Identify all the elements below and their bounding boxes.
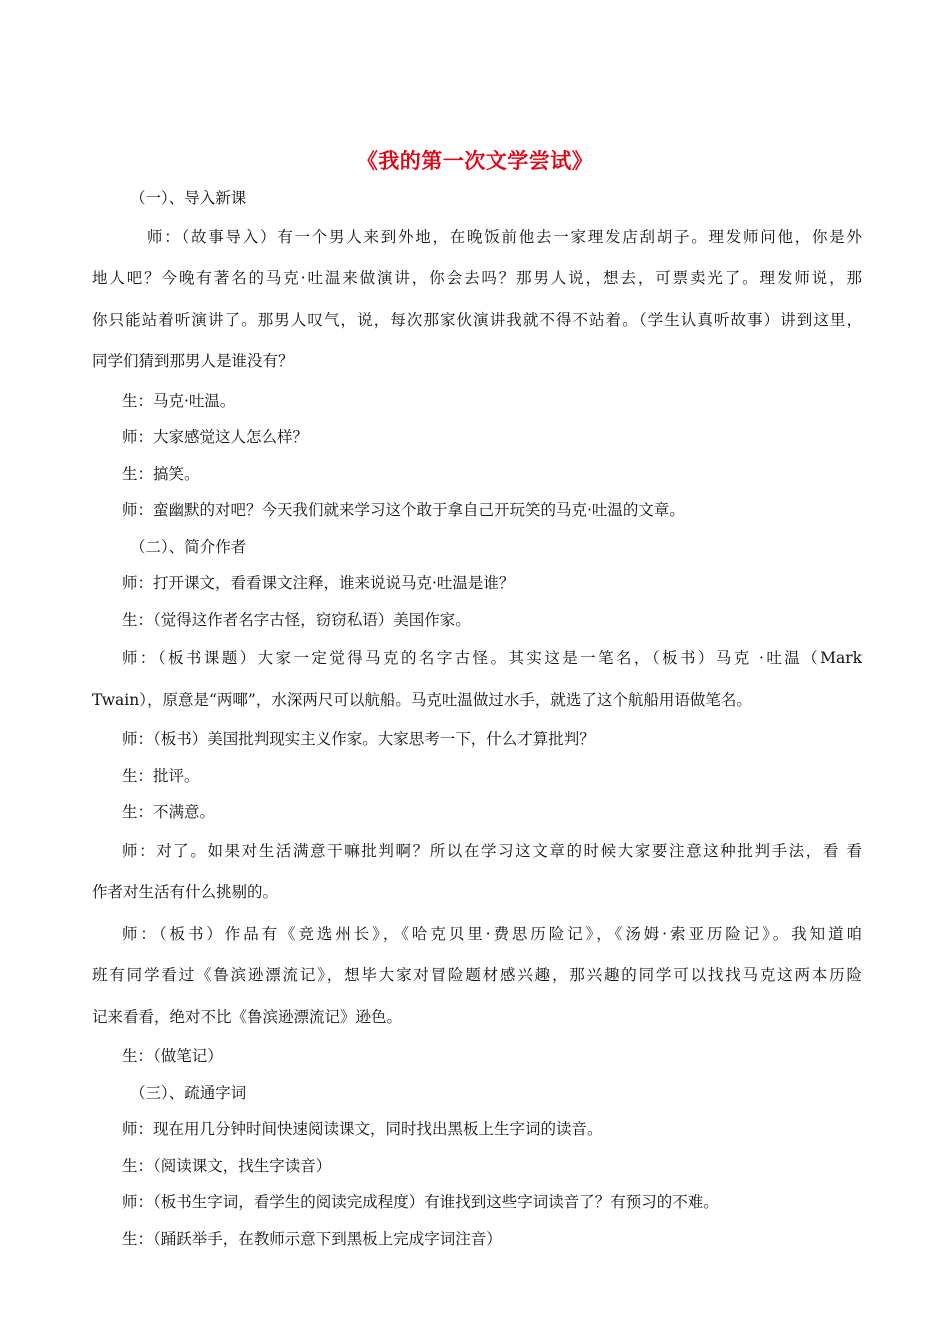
- paragraph-line: 生：（做笔记）: [122, 1047, 223, 1065]
- paragraph-line: 生：搞笑。: [122, 464, 200, 483]
- section-heading-3: （三）、疏通字词: [130, 1083, 247, 1102]
- paragraph-line: 地人吧？今晚有著名的马克·吐温来做演讲，你会去吗？那男人说，想去，可票卖光了。理发师说，那: [92, 269, 862, 287]
- paragraph-line: 生：（阅读课文，找生字读音）: [122, 1156, 332, 1175]
- document-body: [92, 180, 862, 1257]
- paragraph-line: 你只能站着听演讲了。那男人叹气，说，每次那家伙演讲我就不得不站着。（学生认真听故事）讲到这里，: [92, 310, 862, 329]
- paragraph-line: 生：批评。: [122, 766, 200, 785]
- paragraph-line: 师：对了。如果对生活满意干嘛批判啊？所以在学习这文章的时候大家要注意这种批判手法，看 看: [122, 841, 862, 860]
- paragraph-line: 班有同学看过《鲁滨逊漂流记》，想毕大家对冒险题材感兴趣，那兴趣的同学可以找找马克这两本历险: [92, 966, 862, 984]
- paragraph-line: 生：马克·吐温。: [122, 391, 236, 410]
- paragraph-line: 师：（故事导入）有一个男人来到外地，在晚饭前他去一家理发店刮胡子。理发师问他，你是外: [147, 227, 862, 246]
- paragraph-line: 师：（板书）作品有《竞选州长》，《哈克贝里·费思历险记》，《汤姆·索亚历险记》。我知道咱: [122, 924, 862, 943]
- paragraph-line: 师：（板书）美国批判现实主义作家。大家思考一下，什么才算批判？: [122, 730, 595, 748]
- paragraph-line: 记来看看，绝对不比《鲁滨逊漂流记》逊色。: [92, 1007, 403, 1026]
- paragraph-line: 师：打开课文，看看课文注释，谁来说说马克·吐温是谁？: [122, 574, 515, 592]
- paragraph-line: 生：（踊跃举手，在教师示意下到黑板上完成字词注音）: [122, 1229, 502, 1248]
- paragraph-line: Twain），原意是“两㖿”，水深两尺可以航船。马克吐温做过水手，就选了这个航船用语做笔名。: [92, 690, 752, 709]
- paragraph-line: 师：现在用几分钟时间快速阅读课文，同时找出黑板上生字词的读音。: [122, 1120, 603, 1138]
- section-heading-1: （一）、导入新课: [130, 189, 247, 207]
- paragraph-line: 师：（板书生字词，看学生的阅读完成程度）有谁找到这些字词读音了？有预习的不难。: [122, 1193, 719, 1211]
- paragraph-line: 同学们猜到那男人是谁没有？: [92, 352, 294, 370]
- paragraph-line: 师：蛮幽默的对吧？今天我们就来学习这个敢于拿自己开玩笑的马克·吐温的文章。: [122, 501, 685, 519]
- document-title: 《我的第一次文学尝试》: [356, 148, 594, 173]
- paragraph-line: 作者对生活有什么挑剔的。: [92, 883, 279, 901]
- paragraph-line: 生：不满意。: [122, 803, 216, 821]
- paragraph-line: 师：（板书课题）大家一定觉得马克的名字古怪。其实这是一笔名，（板书）马克 ·吐温（Mark: [122, 649, 862, 667]
- paragraph-line: 师：大家感觉这人怎么样？: [122, 428, 309, 446]
- paragraph-line: 生：（觉得这作者名字古怪，窃窃私语）美国作家。: [122, 610, 471, 629]
- section-heading-2: （二）、简介作者: [130, 537, 247, 556]
